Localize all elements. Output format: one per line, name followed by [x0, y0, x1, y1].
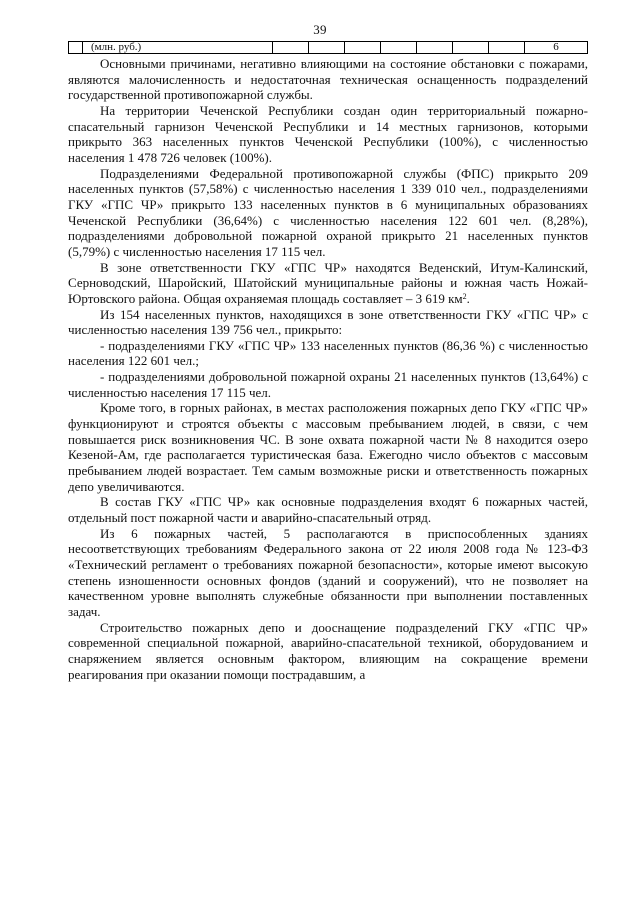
paragraph-text: В зоне ответственности ГКУ «ГПС ЧР» находятся Веденский, Итум-Калинский, Серноводский, Шаройский, Шатойский муниципальные районы и южная часть Ножай-Юртовского района. Общая охраняемая площадь составляет – 3 619 км: [68, 259, 588, 306]
table-cell-blank: [489, 42, 525, 53]
table-cell-unit: (млн. руб.): [83, 42, 273, 53]
list-item: - подразделениями ГКУ «ГПС ЧР» 133 населенных пунктов (86,36 %) с численностью населения 122 601 чел.;: [68, 337, 588, 369]
paragraph: Из 6 пожарных частей, 5 располагаются в приспособленных зданиях несоответствующих требованиям Федерального закона от 22 июля 2008 года № 123-ФЗ «Технический регламент о требованиях пожарной безопасности», которые имеют высокую степень изношенности основных фондов (зданий и сооружений), что не позволяет на качественном уровне выполнять служебные обязанности при выполнении поставленных задач.: [68, 525, 588, 619]
paragraph-area: В зоне ответственности ГКУ «ГПС ЧР» находятся Веденский, Итум-Калинский, Серноводский, Шаройский, Шатойский муниципальные районы и южная часть Ножай-Юртовского района. Общая охраняемая площадь составляет – 3 619 $км^2$.: [68, 259, 588, 306]
list-item: - подразделениями добровольной пожарной охраны 21 населенных пунктов (13,64%) с численностью населения 17 115 чел.: [68, 369, 588, 400]
table-cell-blank: [345, 42, 381, 53]
table-cell-blank: [273, 42, 309, 53]
table-cell-value: 6: [553, 41, 559, 53]
table-cell-blank: [381, 42, 417, 53]
table-cell-blank: [69, 42, 83, 53]
page-number: 39: [313, 22, 327, 37]
paragraph: Подразделениями Федеральной противопожарной службы (ФПС) прикрыто 209 населенных пунктов (57,58%) с численностью населения 1 339 010 чел., подразделениями ГКУ «ГПС ЧР» прикрыто 133 населенных пунктов в 6 муниципальных образованиях Чеченской Республики (36,64%) с численностью населения 122 601 чел. (8,28%), подразделениями добровольной пожарной охраной прикрыто 21 населенных пунктов (5,79%) с численностью населения 17 115 чел.: [68, 165, 588, 259]
table-cell-blank: [417, 42, 453, 53]
paragraph: Строительство пожарных депо и дооснащение подразделений ГКУ «ГПС ЧР» современной специальной пожарной, аварийно-спасательной техникой, оборудованием и снаряжением является основным фактором, влияющим на сокращение времени реагирования при оказании помощи пострадавшим, а: [68, 619, 588, 682]
body-text: [68, 56, 588, 682]
paragraph: На территории Чеченской Республики создан один территориальный пожарно-спасательный гарнизон Чеченской Республики и 14 местных гарнизонов, которыми прикрыто 363 населенных пунктов Чеченской Республики (100%), с численностью населения 1 478 726 человек (100%).: [68, 102, 588, 165]
paragraph: В состав ГКУ «ГПС ЧР» как основные подразделения входят 6 пожарных частей, отдельный пост пожарной части и аварийно-спасательный отряд.: [68, 494, 588, 526]
superscript: 2: [462, 291, 467, 301]
paragraph: Основными причинами, негативно влияющими на состояние обстановки с пожарами, являются малочисленность и недостаточная техническая оснащенность подразделений государственной противопожарной службы.: [68, 56, 588, 103]
table-fragment-row: [68, 41, 588, 54]
paragraph: Кроме того, в горных районах, в местах расположения пожарных депо ГКУ «ГПС ЧР» функционируют и строятся объекты с массовым пребыванием людей, в связи, с чем повышается риск возникновения ЧС. В зоне охвата пожарной части № 8 находится озеро Кезеной-Ам, где располагается туристическая база. Ежегодно число объектов с массовым пребыванием людей возрастает. Тем самым возможные риски и ответственность пожарных депо увеличиваются.: [68, 400, 588, 494]
paragraph: Из 154 населенных пунктов, находящихся в зоне ответственности ГКУ «ГПС ЧР» с численностью населения 139 756 чел., прикрыто:: [68, 306, 588, 338]
table-cell-blank: [309, 42, 345, 53]
table-cell-blank: [453, 42, 489, 53]
